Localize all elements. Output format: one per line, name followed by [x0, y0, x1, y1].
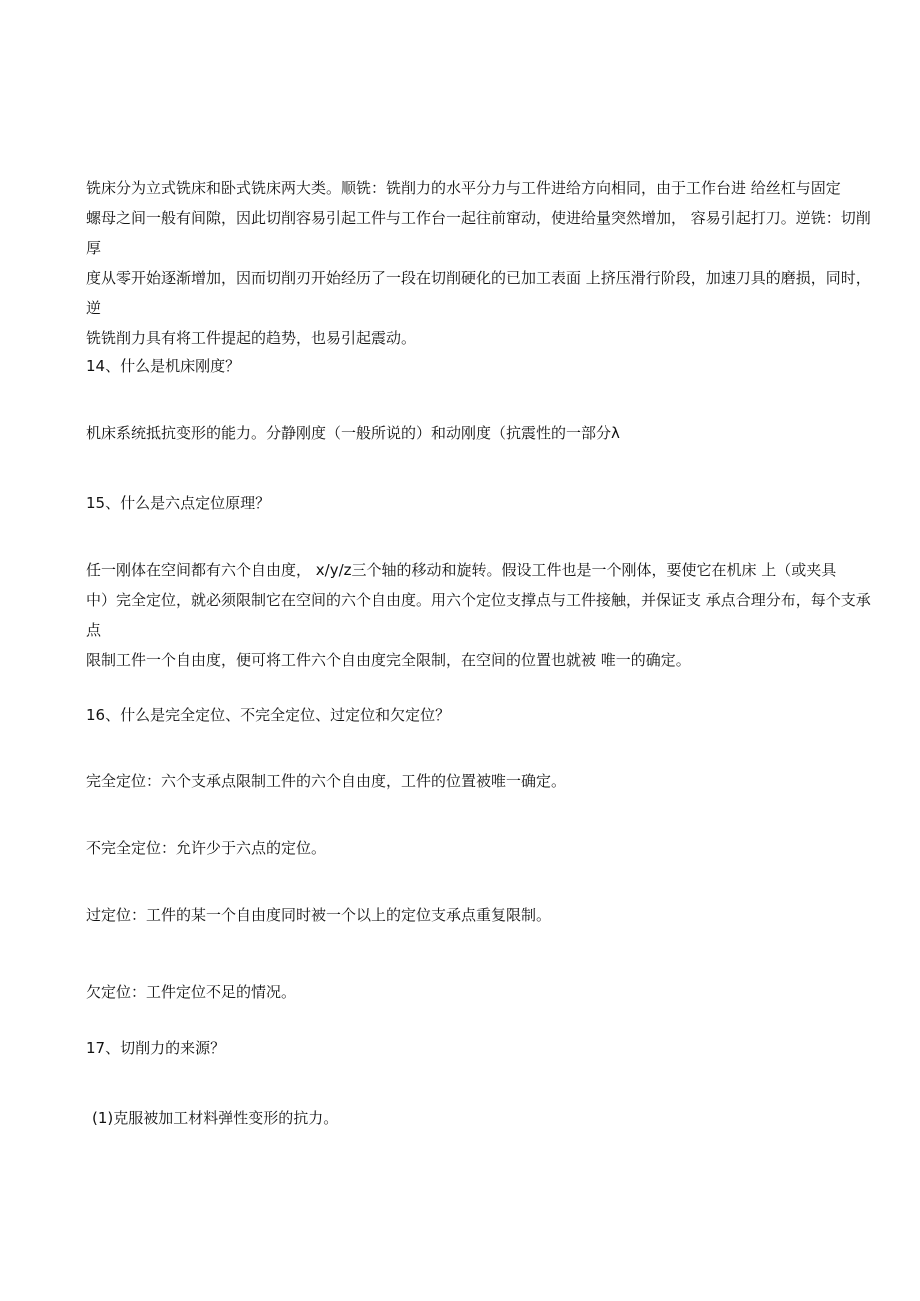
- question-16: 16、什么是完全定位、不完全定位、过定位和欠定位？: [86, 706, 451, 724]
- intro-line-2: 螺母之间一般有间隙，因此切削容易引起工件与工作台一起往前窜动，使进给量突然增加， 容易引起打刀。逆铣：切削厚: [86, 209, 871, 257]
- over-positioning: 过定位：工件的某一个自由度同时被一个以上的定位支承点重复限制。: [86, 906, 552, 924]
- question-17: 17、切削力的来源？: [86, 1039, 226, 1057]
- question-14: 14、什么是机床刚度？: [86, 357, 241, 375]
- answer-15-line-1: 任一刚体在空间都有六个自由度， x/y/z三个轴的移动和旋转。假设工件也是一个刚体，要使它在机床 上（或夹具: [86, 561, 837, 579]
- intro-paragraph: [86, 173, 871, 353]
- under-positioning: 欠定位：工件定位不足的情况。: [86, 983, 297, 1001]
- partial-positioning: 不完全定位：允许少于六点的定位。: [86, 839, 327, 857]
- answer-17-item-1: (1)克服被加工材料弹性变形的抗力。: [92, 1109, 339, 1127]
- answer-15-line-2: 中）完全定位，就必须限制它在空间的六个自由度。用六个定位支撑点与工件接触，并保证支 承点合理分布，每个支承点: [86, 591, 871, 639]
- full-positioning: 完全定位：六个支承点限制工件的六个自由度，工件的位置被唯一确定。: [86, 772, 567, 790]
- question-15: 15、什么是六点定位原理？: [86, 494, 271, 512]
- answer-15: [86, 555, 871, 675]
- answer-14: 机床系统抵抗变形的能力。分静刚度（一般所说的）和动刚度（抗震性的一部分λ: [86, 424, 620, 442]
- intro-line-4: 铣铣削力具有将工件提起的趋势，也易引起震动。: [86, 329, 417, 347]
- intro-line-3: 度从零开始逐渐增加，因而切削刃开始经历了一段在切削硬化的已加工表面 上挤压滑行阶段，加速刀具的磨损，同时，逆: [86, 269, 871, 317]
- intro-line-1: 铣床分为立式铣床和卧式铣床两大类。顺铣：铣削力的水平分力与工件进给方向相同，由于工作台进 给丝杠与固定: [86, 179, 841, 197]
- answer-15-line-3: 限制工件一个自由度，便可将工件六个自由度完全限制，在空间的位置也就被 唯一的确定。: [86, 651, 691, 669]
